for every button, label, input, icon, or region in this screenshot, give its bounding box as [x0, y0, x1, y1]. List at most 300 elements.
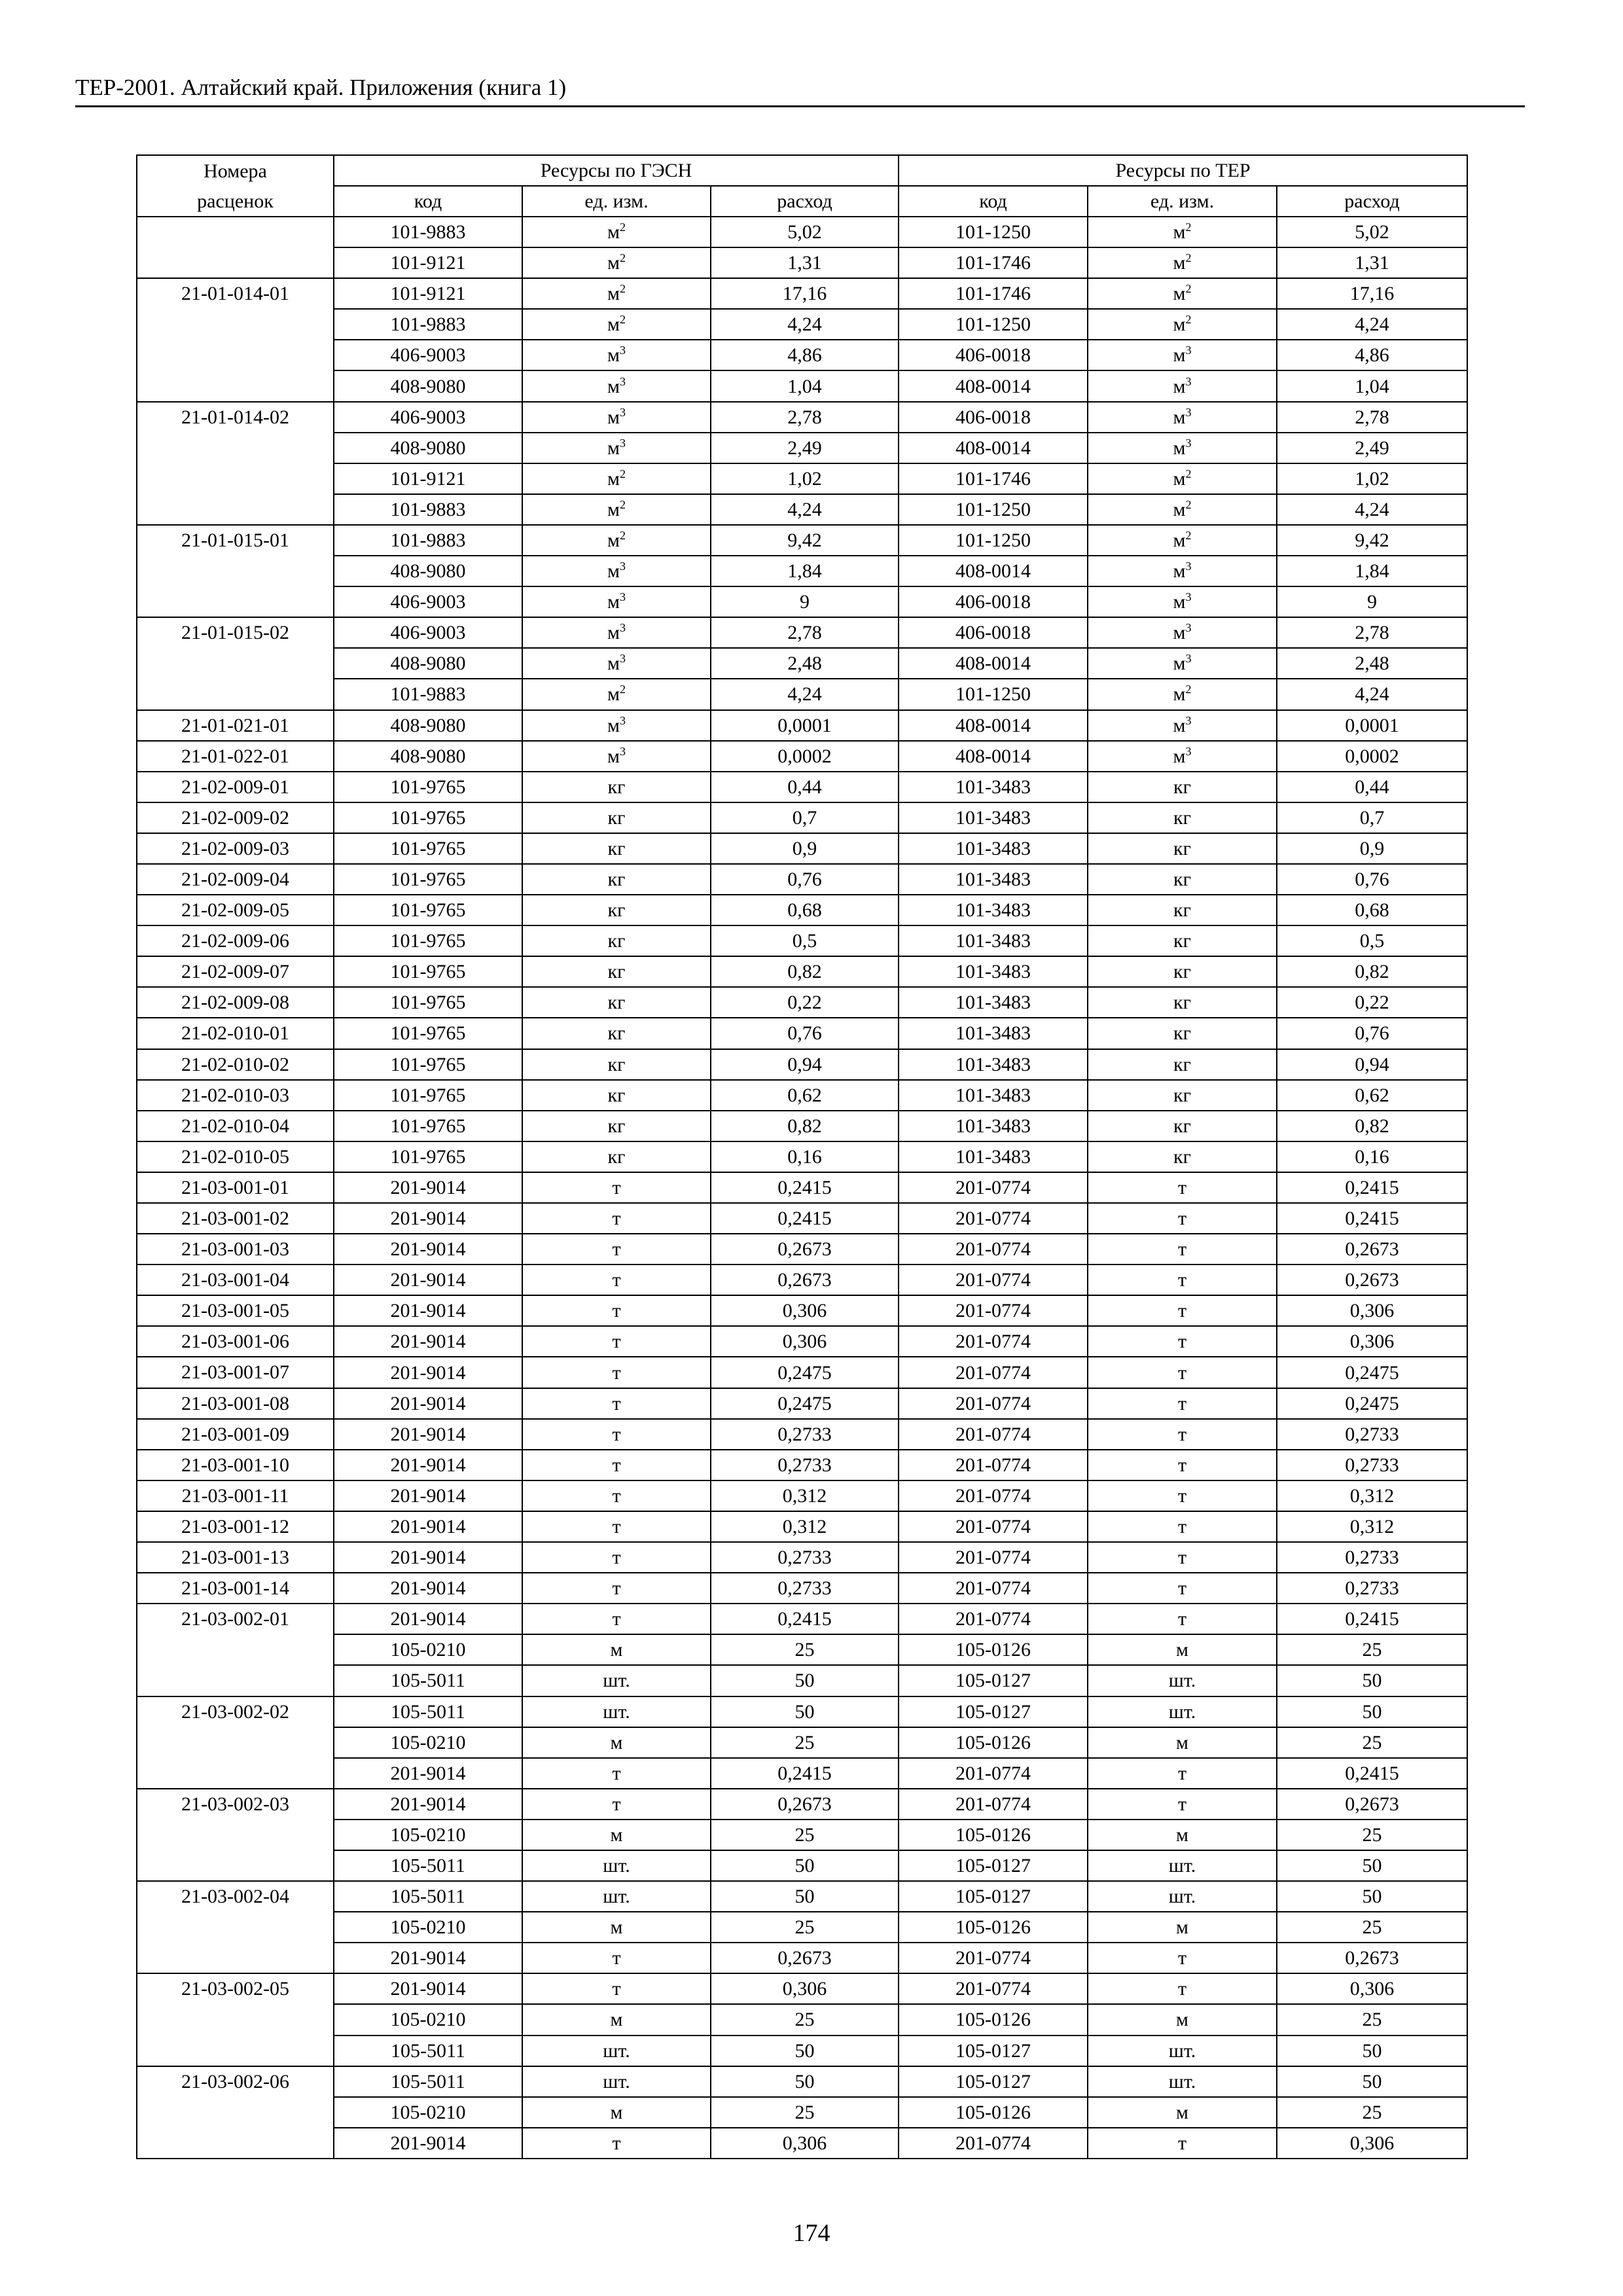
- unit-exponent: 3: [1185, 590, 1192, 604]
- table-row: [137, 494, 1467, 525]
- gesn-unit-cell: [522, 433, 711, 463]
- ter-unit-cell: [1088, 772, 1277, 802]
- gesn-amount-cell: 0,2733: [711, 1450, 899, 1480]
- ter-unit-cell: [1088, 1789, 1277, 1820]
- header-divider: [75, 105, 1525, 107]
- ter-unit-cell: [1088, 402, 1277, 433]
- gesn-code-cell: 406-9003: [334, 617, 522, 648]
- unit-text: кг: [1173, 1145, 1191, 1168]
- gesn-code-cell: 101-9765: [334, 833, 522, 864]
- gesn-amount-cell: 0,2673: [711, 1789, 899, 1820]
- unit-text: т: [1177, 1331, 1187, 1353]
- gesn-unit-cell: [522, 956, 711, 987]
- gesn-amount-cell: 0,2475: [711, 1388, 899, 1419]
- gesn-amount-cell: 0,2733: [711, 1542, 899, 1573]
- gesn-amount-cell: 0,2733: [711, 1573, 899, 1604]
- gesn-amount-cell: 0,306: [711, 1973, 899, 2004]
- ter-amount-cell: 0,5: [1277, 925, 1467, 956]
- gesn-code-cell: 201-9014: [334, 1419, 522, 1450]
- ter-code-cell: 408-0014: [899, 370, 1088, 401]
- unit-text: м: [1173, 252, 1186, 274]
- gesn-code-cell: 105-5011: [334, 1850, 522, 1881]
- gesn-unit-cell: [522, 1912, 711, 1943]
- gesn-amount-cell: 0,306: [711, 1326, 899, 1357]
- table-row: [137, 1111, 1467, 1141]
- ter-code-cell: 201-0774: [899, 1789, 1088, 1820]
- table-row: [137, 1634, 1467, 1665]
- unit-text: т: [1177, 1238, 1187, 1261]
- ter-unit-cell: [1088, 309, 1277, 340]
- unit-exponent: 3: [619, 652, 626, 666]
- ter-amount-cell: 9,42: [1277, 525, 1467, 556]
- ter-unit-cell: [1088, 1820, 1277, 1850]
- gesn-unit-cell: [522, 1480, 711, 1511]
- unit-text: м: [607, 591, 620, 613]
- unit-text: м: [1173, 467, 1186, 490]
- gesn-code-cell: 101-9765: [334, 956, 522, 987]
- rate-number-cell: 21-03-001-12: [137, 1511, 334, 1542]
- unit-text: м: [607, 344, 620, 367]
- ter-unit-cell: [1088, 1049, 1277, 1080]
- gesn-unit-cell: [522, 1604, 711, 1634]
- header-gesn-code: код: [334, 186, 522, 217]
- gesn-unit-cell: [522, 2036, 711, 2066]
- unit-text: м: [607, 406, 620, 428]
- ter-code-cell: 101-3483: [899, 1049, 1088, 1080]
- unit-text: кг: [607, 930, 626, 952]
- unit-text: кг: [1173, 1022, 1191, 1045]
- gesn-amount-cell: 50: [711, 2036, 899, 2066]
- rate-number-cell: 21-01-014-02: [137, 402, 334, 525]
- gesn-code-cell: 406-9003: [334, 586, 522, 617]
- rate-number-cell: 21-03-002-04: [137, 1881, 334, 1973]
- unit-exponent: 2: [1185, 282, 1192, 296]
- ter-unit-cell: [1088, 1912, 1277, 1943]
- gesn-code-cell: 101-9765: [334, 802, 522, 833]
- rate-number-cell: 21-02-010-04: [137, 1111, 334, 1141]
- ter-unit-cell: [1088, 217, 1277, 247]
- gesn-code-cell: 408-9080: [334, 370, 522, 401]
- gesn-amount-cell: 2,78: [711, 402, 899, 433]
- unit-text: т: [612, 1208, 621, 1230]
- ter-unit-cell: [1088, 956, 1277, 987]
- rate-number-cell: 21-02-010-03: [137, 1080, 334, 1111]
- ter-unit-cell: [1088, 1234, 1277, 1265]
- gesn-code-cell: 408-9080: [334, 556, 522, 586]
- ter-unit-cell: [1088, 2004, 1277, 2035]
- table-row: [137, 402, 1467, 433]
- unit-exponent: 2: [619, 529, 626, 543]
- ter-amount-cell: 0,306: [1277, 2128, 1467, 2159]
- unit-text: т: [612, 1392, 621, 1414]
- gesn-unit-cell: [522, 309, 711, 340]
- unit-text: шт.: [603, 1886, 630, 1908]
- rate-number-cell: 21-03-001-02: [137, 1203, 334, 1234]
- ter-code-cell: 101-1250: [899, 309, 1088, 340]
- ter-amount-cell: 0,312: [1277, 1511, 1467, 1542]
- rate-number-cell: 21-03-001-04: [137, 1265, 334, 1295]
- ter-unit-cell: [1088, 833, 1277, 864]
- ter-unit-cell: [1088, 1511, 1277, 1542]
- gesn-unit-cell: [522, 1357, 711, 1388]
- unit-text: м: [1176, 1823, 1188, 1846]
- table-row: [137, 1172, 1467, 1203]
- gesn-amount-cell: 0,2673: [711, 1943, 899, 1973]
- gesn-code-cell: 408-9080: [334, 741, 522, 772]
- unit-text: т: [612, 1423, 621, 1445]
- page-number: 174: [793, 2219, 830, 2247]
- unit-text: м: [607, 221, 620, 243]
- gesn-amount-cell: 0,82: [711, 956, 899, 987]
- table-row: [137, 772, 1467, 802]
- unit-text: м: [610, 2009, 623, 2031]
- table-row: [137, 1265, 1467, 1295]
- ter-amount-cell: 0,2415: [1277, 1604, 1467, 1634]
- ter-amount-cell: 0,16: [1277, 1141, 1467, 1172]
- rate-number-cell: 21-03-001-01: [137, 1172, 334, 1203]
- unit-text: т: [1177, 1361, 1187, 1384]
- unit-text: т: [1177, 1269, 1187, 1291]
- header-ter-amount: расход: [1277, 186, 1467, 217]
- ter-code-cell: 101-3483: [899, 864, 1088, 895]
- ter-code-cell: 101-1746: [899, 278, 1088, 309]
- ter-unit-cell: [1088, 247, 1277, 278]
- gesn-unit-cell: [522, 772, 711, 802]
- rate-number-cell: 21-03-002-05: [137, 1973, 334, 2066]
- ter-amount-cell: 0,2673: [1277, 1789, 1467, 1820]
- gesn-unit-cell: [522, 1111, 711, 1141]
- unit-exponent: 3: [1185, 652, 1192, 666]
- gesn-code-cell: 201-9014: [334, 1295, 522, 1326]
- gesn-unit-cell: [522, 1665, 711, 1696]
- gesn-unit-cell: [522, 833, 711, 864]
- ter-amount-cell: 0,22: [1277, 987, 1467, 1018]
- ter-unit-cell: [1088, 1419, 1277, 1450]
- table-row: [137, 741, 1467, 772]
- unit-text: м: [1173, 314, 1186, 336]
- table-row: [137, 1080, 1467, 1111]
- unit-text: м: [607, 283, 620, 305]
- gesn-code-cell: 201-9014: [334, 2128, 522, 2159]
- gesn-amount-cell: 2,49: [711, 433, 899, 463]
- ter-amount-cell: 4,24: [1277, 679, 1467, 709]
- gesn-amount-cell: 50: [711, 1850, 899, 1881]
- unit-text: т: [1177, 1577, 1187, 1600]
- ter-code-cell: 201-0774: [899, 2128, 1088, 2159]
- ter-unit-cell: [1088, 2128, 1277, 2159]
- gesn-code-cell: 201-9014: [334, 1234, 522, 1265]
- gesn-code-cell: 101-9765: [334, 1111, 522, 1141]
- unit-exponent: 3: [1185, 713, 1192, 727]
- ter-amount-cell: 2,49: [1277, 433, 1467, 463]
- rate-number-cell: 21-01-014-01: [137, 278, 334, 401]
- unit-text: т: [612, 1331, 621, 1353]
- gesn-code-cell: 101-9765: [334, 925, 522, 956]
- unit-text: т: [612, 1608, 621, 1630]
- unit-text: м: [1176, 1731, 1188, 1753]
- rate-number-cell: 21-02-009-06: [137, 925, 334, 956]
- ter-amount-cell: 0,0001: [1277, 710, 1467, 741]
- gesn-amount-cell: 25: [711, 1727, 899, 1758]
- gesn-code-cell: 105-0210: [334, 1727, 522, 1758]
- gesn-amount-cell: 0,62: [711, 1080, 899, 1111]
- rate-number-cell: 21-03-001-11: [137, 1480, 334, 1511]
- gesn-code-cell: 201-9014: [334, 1943, 522, 1973]
- unit-text: м: [607, 529, 620, 551]
- unit-text: кг: [607, 806, 626, 829]
- ter-amount-cell: 50: [1277, 1850, 1467, 1881]
- unit-text: шт.: [1168, 2070, 1196, 2092]
- table-row: [137, 710, 1467, 741]
- header-row-2: [137, 186, 1467, 217]
- gesn-unit-cell: [522, 925, 711, 956]
- table-row: [137, 1696, 1467, 1727]
- unit-text: шт.: [1168, 1700, 1196, 1723]
- ter-amount-cell: 0,82: [1277, 956, 1467, 987]
- gesn-amount-cell: 50: [711, 1665, 899, 1696]
- unit-text: т: [1177, 1762, 1187, 1784]
- ter-code-cell: 201-0774: [899, 1265, 1088, 1295]
- unit-text: т: [612, 1547, 621, 1569]
- ter-code-cell: 101-3483: [899, 1111, 1088, 1141]
- gesn-unit-cell: [522, 586, 711, 617]
- header-ter-unit: ед. изм.: [1088, 186, 1277, 217]
- unit-text: кг: [607, 1084, 626, 1106]
- gesn-code-cell: 201-9014: [334, 1265, 522, 1295]
- unit-text: шт.: [1168, 2039, 1196, 2062]
- ter-code-cell: 201-0774: [899, 1973, 1088, 2004]
- ter-unit-cell: [1088, 1080, 1277, 1111]
- ter-amount-cell: 0,7: [1277, 802, 1467, 833]
- unit-text: т: [612, 1269, 621, 1291]
- gesn-amount-cell: 0,2673: [711, 1234, 899, 1265]
- gesn-amount-cell: 50: [711, 1881, 899, 1912]
- ter-unit-cell: [1088, 1943, 1277, 1973]
- table-row: [137, 1604, 1467, 1634]
- gesn-unit-cell: [522, 1141, 711, 1172]
- unit-exponent: 2: [619, 683, 626, 696]
- gesn-unit-cell: [522, 1542, 711, 1573]
- rate-number-cell: 21-03-001-09: [137, 1419, 334, 1450]
- ter-amount-cell: 0,9: [1277, 833, 1467, 864]
- unit-text: т: [1177, 1300, 1187, 1322]
- ter-unit-cell: [1088, 278, 1277, 309]
- table-row: [137, 1573, 1467, 1604]
- unit-text: кг: [1173, 806, 1191, 829]
- table-row: [137, 1049, 1467, 1080]
- unit-exponent: 3: [619, 405, 626, 419]
- ter-amount-cell: 0,2673: [1277, 1265, 1467, 1295]
- unit-exponent: 2: [1185, 529, 1192, 543]
- gesn-unit-cell: [522, 463, 711, 494]
- gesn-code-cell: 101-9883: [334, 309, 522, 340]
- table-row: [137, 1357, 1467, 1388]
- gesn-unit-cell: [522, 1573, 711, 1604]
- gesn-code-cell: 201-9014: [334, 1973, 522, 2004]
- gesn-amount-cell: 0,16: [711, 1141, 899, 1172]
- unit-text: шт.: [1168, 1670, 1196, 1692]
- gesn-unit-cell: [522, 1265, 711, 1295]
- unit-text: кг: [1173, 869, 1191, 891]
- ter-amount-cell: 25: [1277, 2004, 1467, 2035]
- gesn-code-cell: 105-5011: [334, 2066, 522, 2097]
- ter-amount-cell: 0,2673: [1277, 1234, 1467, 1265]
- gesn-amount-cell: 0,312: [711, 1511, 899, 1542]
- rate-number-cell: 21-03-002-01: [137, 1604, 334, 1696]
- gesn-amount-cell: 0,7: [711, 802, 899, 833]
- ter-amount-cell: 4,24: [1277, 494, 1467, 525]
- gesn-unit-cell: [522, 402, 711, 433]
- ter-code-cell: 201-0774: [899, 1203, 1088, 1234]
- unit-text: м: [610, 1916, 623, 1939]
- ter-code-cell: 408-0014: [899, 556, 1088, 586]
- rate-number-cell: 21-03-002-03: [137, 1789, 334, 1881]
- gesn-unit-cell: [522, 895, 711, 925]
- ter-code-cell: 101-1746: [899, 247, 1088, 278]
- ter-code-cell: 406-0018: [899, 586, 1088, 617]
- gesn-unit-cell: [522, 1511, 711, 1542]
- gesn-unit-cell: [522, 247, 711, 278]
- gesn-unit-cell: [522, 2066, 711, 2097]
- gesn-code-cell: 101-9883: [334, 679, 522, 709]
- gesn-unit-cell: [522, 1973, 711, 2004]
- ter-unit-cell: [1088, 1480, 1277, 1511]
- gesn-amount-cell: 0,94: [711, 1049, 899, 1080]
- gesn-amount-cell: 0,2415: [711, 1758, 899, 1789]
- gesn-unit-cell: [522, 864, 711, 895]
- table-row: [137, 433, 1467, 463]
- ter-unit-cell: [1088, 1604, 1277, 1634]
- gesn-unit-cell: [522, 2097, 711, 2128]
- unit-text: м: [607, 653, 620, 675]
- gesn-amount-cell: 25: [711, 1912, 899, 1943]
- unit-exponent: 3: [1185, 436, 1192, 450]
- gesn-code-cell: 201-9014: [334, 1172, 522, 1203]
- gesn-code-cell: 201-9014: [334, 1604, 522, 1634]
- unit-text: кг: [1173, 899, 1191, 922]
- ter-code-cell: 406-0018: [899, 340, 1088, 370]
- ter-amount-cell: 0,82: [1277, 1111, 1467, 1141]
- ter-code-cell: 101-3483: [899, 925, 1088, 956]
- gesn-code-cell: 201-9014: [334, 1758, 522, 1789]
- ter-amount-cell: 1,04: [1277, 370, 1467, 401]
- table-row: [137, 1943, 1467, 1973]
- ter-unit-cell: [1088, 1973, 1277, 2004]
- unit-text: м: [1176, 2009, 1188, 2031]
- unit-exponent: 3: [619, 344, 626, 357]
- gesn-amount-cell: 1,31: [711, 247, 899, 278]
- unit-text: т: [1177, 1793, 1187, 1815]
- ter-unit-cell: [1088, 1388, 1277, 1419]
- unit-text: м: [1173, 406, 1186, 428]
- ter-unit-cell: [1088, 433, 1277, 463]
- gesn-code-cell: 105-5011: [334, 1696, 522, 1727]
- gesn-code-cell: 201-9014: [334, 1450, 522, 1480]
- table-row: [137, 1789, 1467, 1820]
- table-row: [137, 2036, 1467, 2066]
- unit-text: м: [1176, 2101, 1188, 2123]
- rate-number-cell: 21-02-010-01: [137, 1018, 334, 1049]
- ter-unit-cell: [1088, 2066, 1277, 2097]
- ter-amount-cell: 1,02: [1277, 463, 1467, 494]
- unit-text: м: [1173, 591, 1186, 613]
- rate-number-cell: 21-03-001-14: [137, 1573, 334, 1604]
- ter-unit-cell: [1088, 1141, 1277, 1172]
- gesn-unit-cell: [522, 217, 711, 247]
- unit-text: т: [1177, 1608, 1187, 1630]
- header-ter-group: Ресурсы по ТЕР: [899, 155, 1467, 186]
- unit-text: т: [1177, 1454, 1187, 1476]
- ter-unit-cell: [1088, 556, 1277, 586]
- unit-text: м: [607, 622, 620, 644]
- rate-number-cell: 21-02-009-02: [137, 802, 334, 833]
- gesn-unit-cell: [522, 987, 711, 1018]
- ter-unit-cell: [1088, 525, 1277, 556]
- unit-exponent: 3: [619, 590, 626, 604]
- gesn-code-cell: 105-5011: [334, 1665, 522, 1696]
- ter-unit-cell: [1088, 1727, 1277, 1758]
- table-row: [137, 1758, 1467, 1789]
- gesn-code-cell: 101-9765: [334, 895, 522, 925]
- page-header-title: ТЕР-2001. Алтайский край. Приложения (книга 1): [75, 75, 567, 100]
- ter-code-cell: 105-0127: [899, 1850, 1088, 1881]
- ter-unit-cell: [1088, 494, 1277, 525]
- rate-number-cell: 21-01-021-01: [137, 710, 334, 741]
- gesn-amount-cell: 1,04: [711, 370, 899, 401]
- rate-number-cell: 21-03-001-07: [137, 1357, 334, 1388]
- gesn-code-cell: 105-5011: [334, 2036, 522, 2066]
- unit-exponent: 3: [1185, 744, 1192, 758]
- table-row: [137, 864, 1467, 895]
- ter-amount-cell: 25: [1277, 2097, 1467, 2128]
- gesn-unit-cell: [522, 2128, 711, 2159]
- ter-code-cell: 406-0018: [899, 402, 1088, 433]
- gesn-unit-cell: [522, 1295, 711, 1326]
- ter-code-cell: 201-0774: [899, 1542, 1088, 1573]
- table-row: [137, 463, 1467, 494]
- ter-code-cell: 201-0774: [899, 1758, 1088, 1789]
- gesn-code-cell: 105-0210: [334, 1634, 522, 1665]
- gesn-amount-cell: 0,2415: [711, 1172, 899, 1203]
- ter-unit-cell: [1088, 1881, 1277, 1912]
- gesn-amount-cell: 0,76: [711, 1018, 899, 1049]
- ter-amount-cell: 0,2733: [1277, 1450, 1467, 1480]
- table-row: [137, 2097, 1467, 2128]
- gesn-unit-cell: [522, 1172, 711, 1203]
- gesn-unit-cell: [522, 1881, 711, 1912]
- ter-code-cell: 201-0774: [899, 1419, 1088, 1450]
- unit-text: м: [607, 467, 620, 490]
- gesn-unit-cell: [522, 1018, 711, 1049]
- unit-text: м: [610, 1731, 623, 1753]
- unit-text: т: [612, 1577, 621, 1600]
- ter-code-cell: 101-3483: [899, 833, 1088, 864]
- rate-number-cell: 21-02-009-04: [137, 864, 334, 895]
- table-row: [137, 1727, 1467, 1758]
- unit-exponent: 2: [1185, 221, 1192, 234]
- unit-text: т: [612, 1238, 621, 1261]
- unit-text: м: [607, 714, 620, 736]
- unit-text: т: [612, 1484, 621, 1507]
- header-number-2: расценок: [137, 186, 334, 217]
- unit-exponent: 3: [619, 744, 626, 758]
- ter-unit-cell: [1088, 1696, 1277, 1727]
- gesn-code-cell: 406-9003: [334, 402, 522, 433]
- unit-text: т: [1177, 1176, 1187, 1198]
- ter-unit-cell: [1088, 2097, 1277, 2128]
- header-ter-code: код: [899, 186, 1088, 217]
- ter-unit-cell: [1088, 1665, 1277, 1696]
